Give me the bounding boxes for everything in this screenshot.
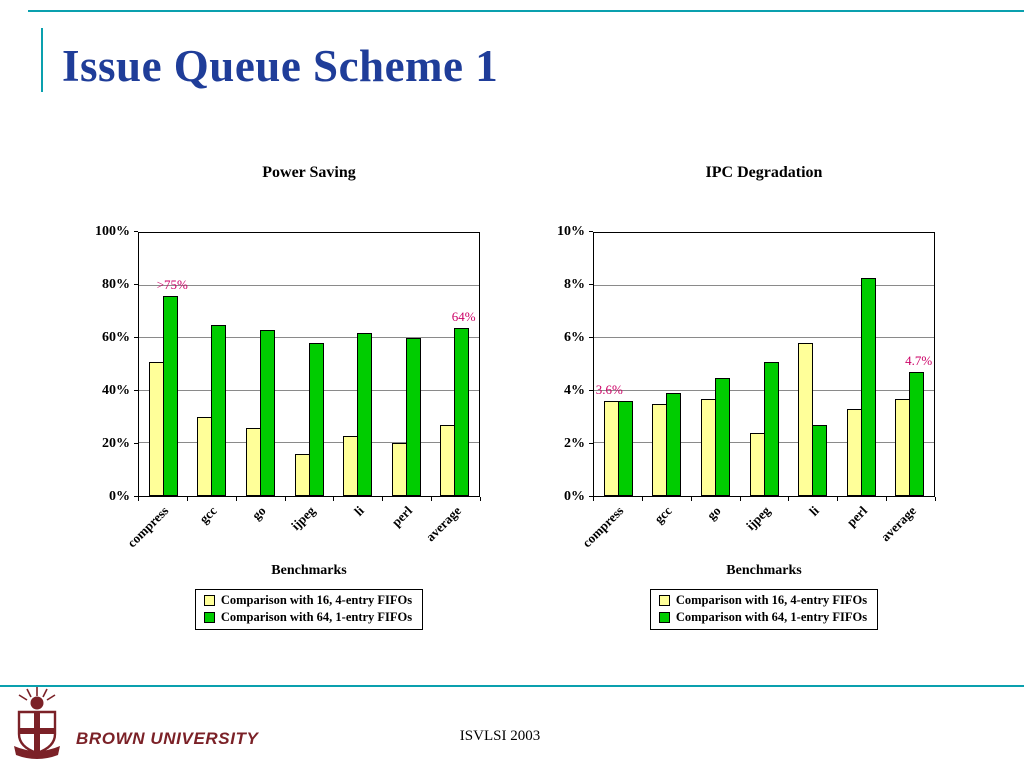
bar-perl-series2	[861, 278, 876, 496]
x-axis-tick-mark	[333, 497, 334, 501]
y-axis-tick-label: 80%	[102, 277, 130, 292]
bar-ijpeg-series1	[295, 454, 310, 496]
slide-title: Issue Queue Scheme 1	[62, 41, 499, 91]
legend-wrap	[138, 589, 480, 630]
bar-gcc-series1	[652, 404, 667, 496]
chart-title: IPC Degradation	[705, 164, 823, 181]
x-axis-category-label: perl	[388, 503, 416, 530]
chart-annotation: 3.6%	[595, 382, 623, 398]
bar-ijpeg-series1	[750, 433, 765, 496]
y-axis-tick-label: 40%	[102, 383, 130, 398]
bar-group-compress	[594, 233, 643, 496]
x-axis-title: Benchmarks	[271, 563, 347, 578]
legend	[650, 589, 878, 630]
x-axis-category-label: average	[877, 503, 920, 545]
bar-groups	[139, 233, 479, 496]
legend-label: Comparison with 64, 1-entry FIFOs	[220, 610, 413, 624]
bar-gcc-series1	[197, 417, 212, 496]
bar-li-series2	[357, 333, 372, 496]
y-axis-tick-label: 20%	[102, 436, 130, 451]
bar-perl-series1	[847, 409, 862, 496]
x-axis-tick-mark	[740, 497, 741, 501]
power-saving-chart	[80, 163, 480, 630]
bar-average-series2	[909, 372, 924, 496]
x-axis-tick-mark	[431, 497, 432, 501]
ipc-degradation-chart	[535, 163, 935, 630]
chart-annotation: 64%	[451, 308, 476, 324]
bar-compress-series1	[149, 362, 164, 496]
y-axis	[80, 224, 138, 504]
y-axis	[535, 224, 593, 504]
legend-label: Comparison with 16, 4-entry FIFOs	[220, 593, 413, 607]
bar-compress-series1	[604, 401, 619, 496]
bar-compress-series2	[618, 401, 633, 496]
bar-li-series1	[798, 343, 813, 496]
x-axis-tick-mark	[480, 497, 481, 501]
legend-swatch	[659, 612, 670, 623]
crest-icon	[8, 686, 66, 760]
x-axis-tick-mark	[285, 497, 286, 501]
bar-perl-series2	[406, 338, 421, 496]
brown-university-wordmark: BROWN UNIVERSITY	[76, 729, 259, 748]
bar-compress-series2	[163, 296, 178, 496]
bar-group-go	[691, 233, 740, 496]
x-axis-tick-mark	[886, 497, 887, 501]
top-accent-line	[28, 10, 1024, 12]
legend-item	[659, 593, 867, 608]
chart-title: Power Saving	[262, 164, 356, 181]
x-axis-category-label: go	[703, 503, 724, 523]
title-accent-vline	[41, 28, 43, 92]
legend	[195, 589, 423, 630]
legend-swatch	[204, 612, 215, 623]
bar-groups	[594, 233, 934, 496]
bar-gcc-series2	[666, 393, 681, 496]
x-axis-tick-mark	[788, 497, 789, 501]
x-axis-category-label: li	[805, 503, 822, 519]
bar-perl-series1	[392, 443, 407, 496]
x-axis-category-label: gcc	[651, 503, 675, 527]
bar-group-li	[788, 233, 837, 496]
bar-gcc-series2	[211, 325, 226, 496]
bar-average-series1	[895, 399, 910, 496]
legend-item	[204, 610, 412, 625]
y-axis-tick-label: 0%	[109, 489, 130, 504]
bar-group-li	[333, 233, 382, 496]
legend-swatch	[659, 595, 670, 606]
x-axis-tick-mark	[642, 497, 643, 501]
y-axis-tick-label: 6%	[564, 330, 585, 345]
x-axis-category-label: perl	[843, 503, 871, 530]
legend-swatch	[204, 595, 215, 606]
x-axis-title: Benchmarks	[726, 563, 802, 578]
y-axis-tick-label: 4%	[564, 383, 585, 398]
bar-li-series1	[343, 436, 358, 496]
brown-university-crest-logo	[8, 686, 66, 765]
chart-body	[80, 224, 480, 504]
bar-group-gcc	[643, 233, 692, 496]
chart-body	[535, 224, 935, 504]
y-axis-tick-label: 0%	[564, 489, 585, 504]
legend-label: Comparison with 16, 4-entry FIFOs	[675, 593, 868, 607]
x-axis-category-label: ijpeg	[742, 503, 773, 534]
x-axis-category-label: average	[422, 503, 465, 545]
bar-group-ijpeg	[740, 233, 789, 496]
x-axis-tick-mark	[593, 497, 594, 501]
x-axis-category-label: go	[248, 503, 269, 523]
x-axis-tick-mark	[138, 497, 139, 501]
bar-group-perl	[837, 233, 886, 496]
legend-label: Comparison with 64, 1-entry FIFOs	[675, 610, 868, 624]
y-axis-tick-label: 100%	[95, 224, 130, 239]
bar-go-series1	[701, 399, 716, 496]
x-axis-tick-mark	[837, 497, 838, 501]
bar-ijpeg-series2	[309, 343, 324, 496]
y-axis-tick-label: 2%	[564, 436, 585, 451]
conference-label: ISVLSI 2003	[459, 728, 541, 744]
x-axis-tick-mark	[236, 497, 237, 501]
x-axis-category-label: li	[350, 503, 367, 519]
bar-group-perl	[382, 233, 431, 496]
bar-go-series2	[260, 330, 275, 496]
chart-annotation: 4.7%	[905, 353, 933, 369]
legend-wrap	[593, 589, 935, 630]
legend-item	[204, 593, 412, 608]
bar-average-series2	[454, 328, 469, 496]
bottom-accent-line	[0, 685, 1024, 687]
bar-average-series1	[440, 425, 455, 496]
bar-group-gcc	[188, 233, 237, 496]
bar-group-go	[236, 233, 285, 496]
x-axis-labels	[578, 497, 935, 563]
x-axis-category-label: compress	[578, 503, 627, 551]
bar-group-compress	[139, 233, 188, 496]
x-axis-category-label: ijpeg	[287, 503, 318, 534]
x-axis-category-label: compress	[123, 503, 172, 551]
bar-li-series2	[812, 425, 827, 496]
x-axis-category-label: gcc	[196, 503, 220, 527]
x-axis-tick-mark	[187, 497, 188, 501]
y-axis-tick-label: 8%	[564, 277, 585, 292]
x-axis-tick-mark	[691, 497, 692, 501]
x-axis-tick-mark	[382, 497, 383, 501]
y-axis-tick-label: 60%	[102, 330, 130, 345]
legend-item	[659, 610, 867, 625]
bar-group-ijpeg	[285, 233, 334, 496]
chart-annotation: >75%	[156, 277, 188, 293]
bar-go-series2	[715, 378, 730, 496]
bar-go-series1	[246, 428, 261, 496]
bar-ijpeg-series2	[764, 362, 779, 496]
x-axis-labels	[123, 497, 480, 563]
bar-group-average	[430, 233, 479, 496]
plot-area	[593, 232, 935, 497]
plot-area	[138, 232, 480, 497]
y-axis-tick-label: 10%	[557, 224, 585, 239]
x-axis-tick-mark	[935, 497, 936, 501]
